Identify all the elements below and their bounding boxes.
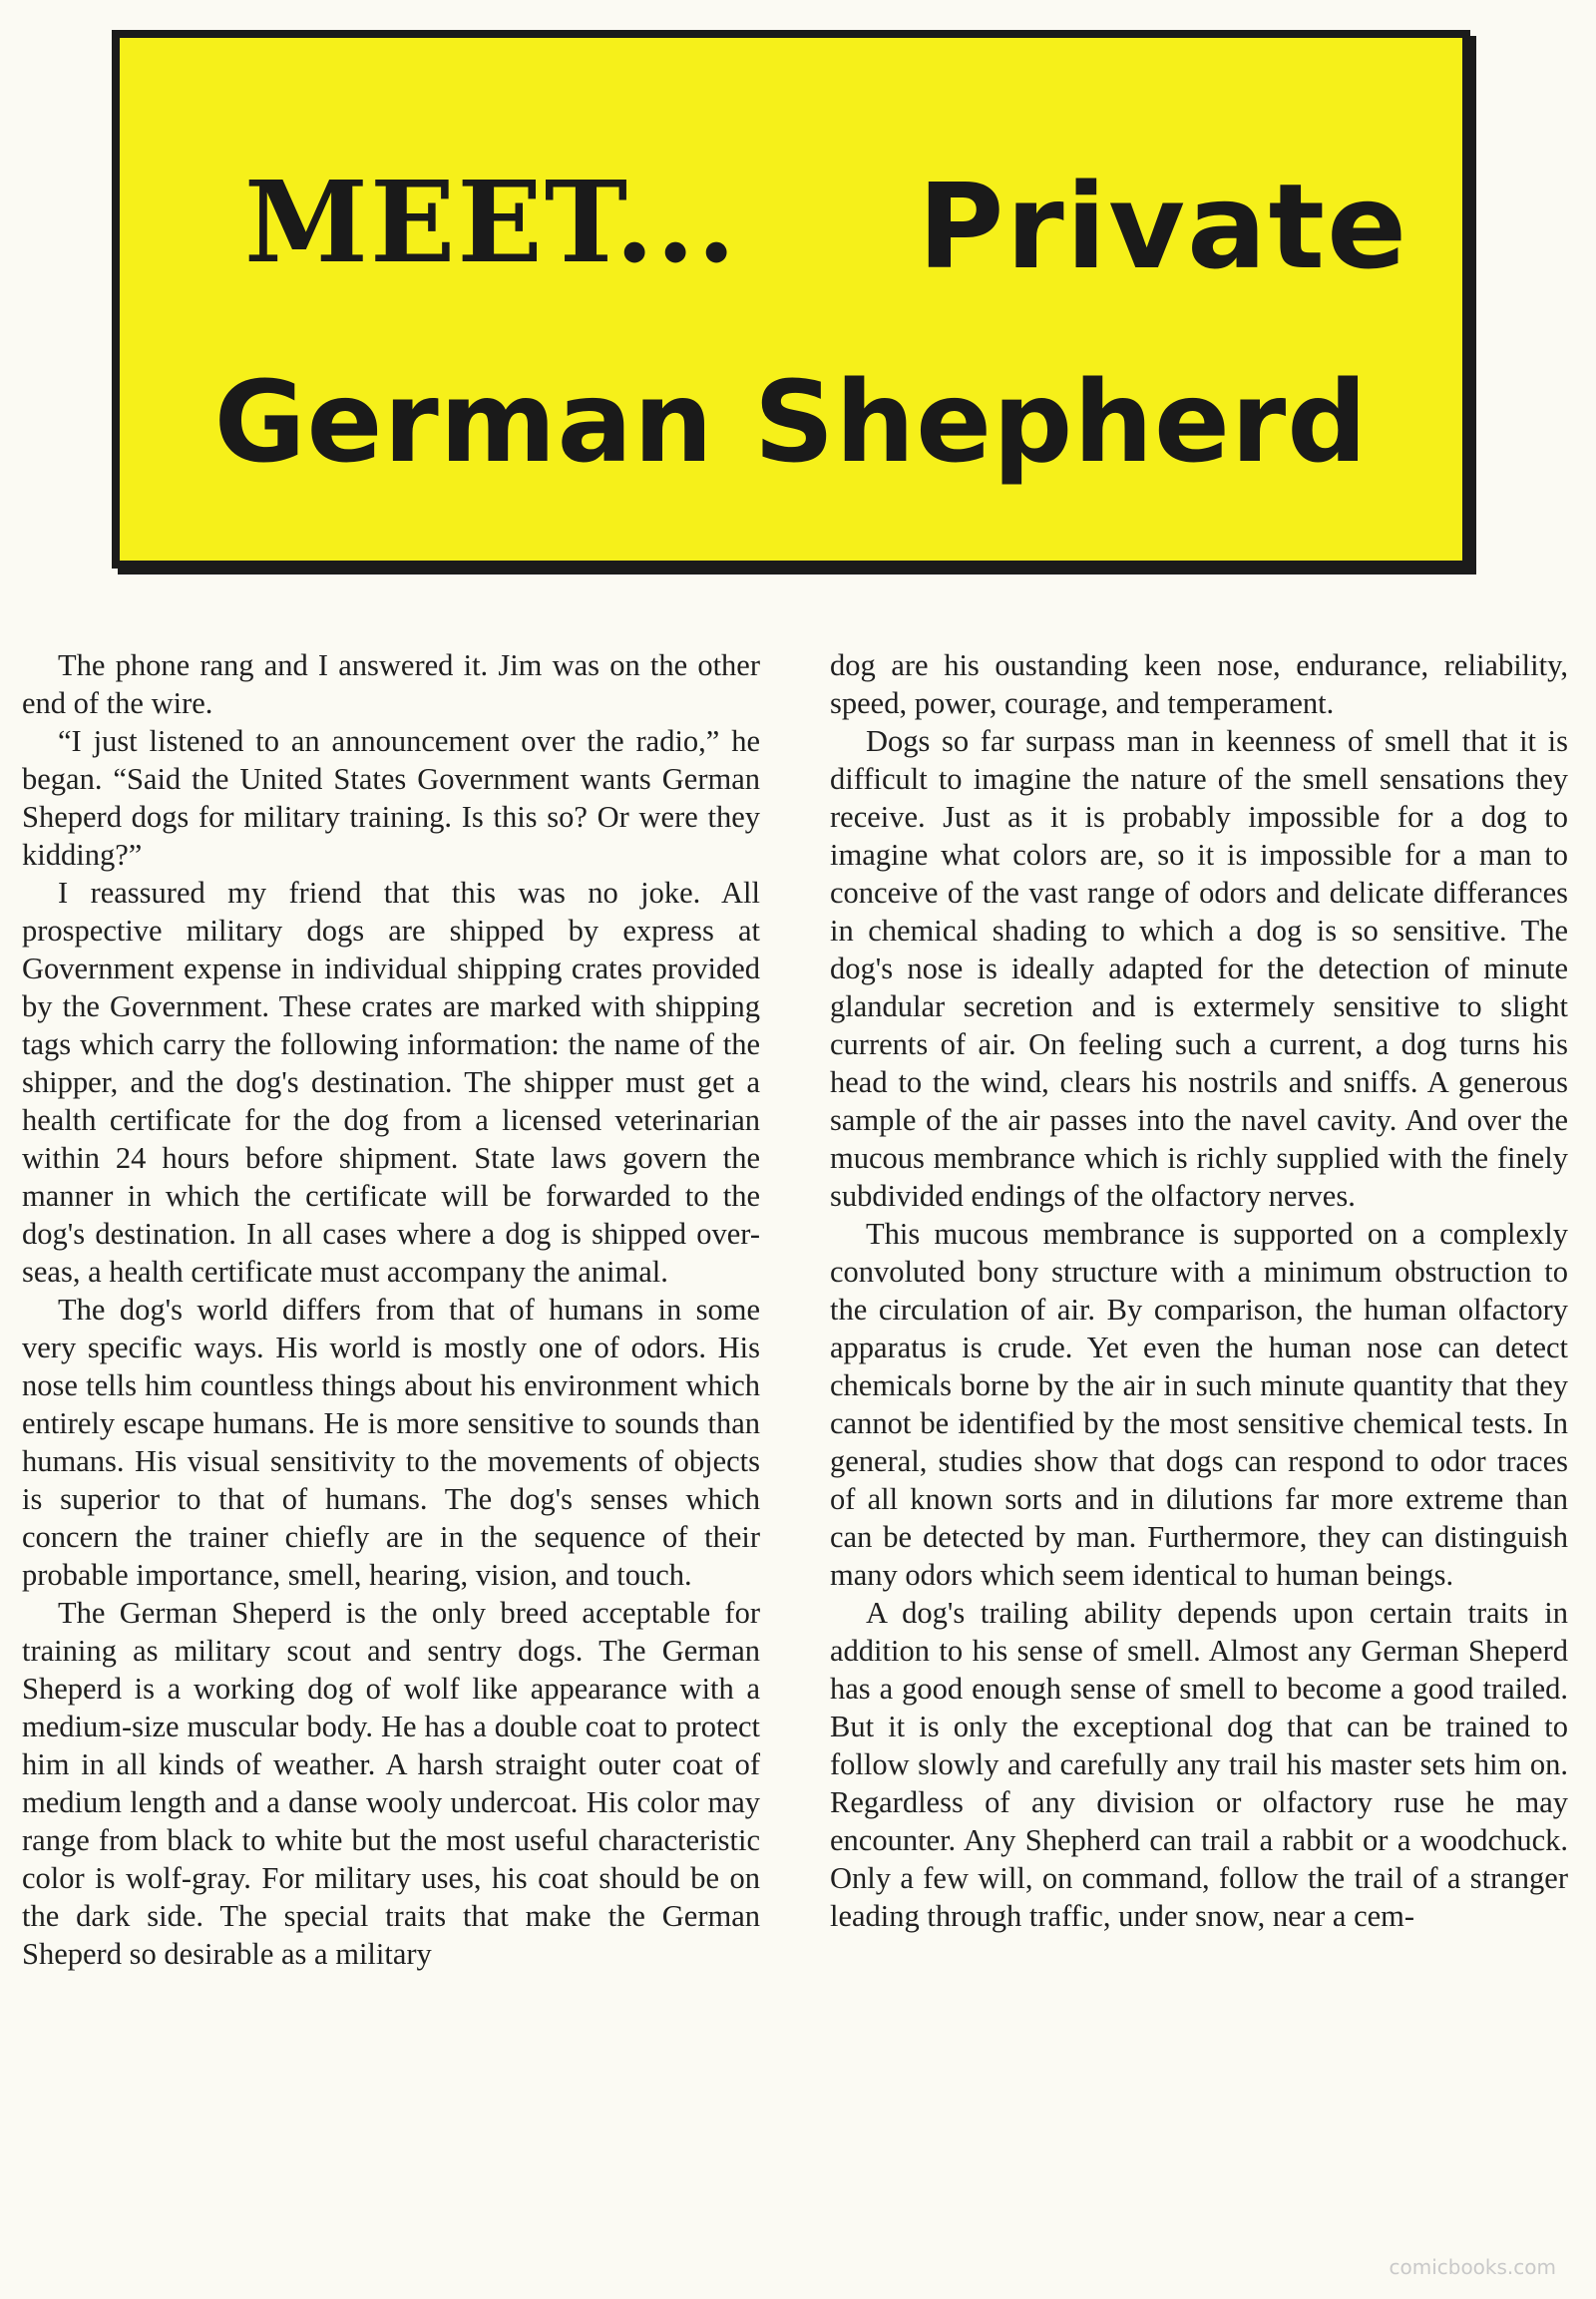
title-private: Private <box>918 158 1409 295</box>
article-paragraph: “I just listened to an announcement over the radio,” he began. “Said the United States Government wants German Sheperd dogs for military training. Is this so? Or were they kidding?” <box>22 724 760 872</box>
title-banner <box>112 30 1470 569</box>
article-paragraph: This mucous membrance is supported on a complexly convoluted bony structure with a minimum obstruction to the circulation of air. By comparison, the human olfactory apparatus is crude. Yet even the human nose can detect chemicals borne by the air in such minute quantity that they cannot be identified by the most sensitive chemical tests. In general, studies show that dogs can respond to odor traces of all known sorts and in dilutions far more extreme than can be detected by man. Furthermore, they can distinguish many odors which seem identical to human beings. <box>830 1217 1568 1592</box>
article-paragraph: Dogs so far surpass man in keenness of smell that it is difficult to imagine the nature of the smell sensations they receive. Just as it is probably impossible for a dog to imagine what colors are, so it is impossible for a man to conceive of the vast range of odors and delicate differances in chemical shading to which a dog is so sensitive. The dog's nose is ideally adapted for the detection of minute glandular secretion and is extermely sensitive to slight currents of air. On feeling such a current, a dog turns his head to the wind, clears his nostrils and sniffs. A generous sample of the air passes into the navel cavity. And over the mucous membrance which is richly supplied with the finely subdivided endings of the olfactory nerves. <box>830 724 1568 1213</box>
article-paragraph: The phone rang and I answered it. Jim was on the other end of the wire. <box>22 648 760 720</box>
article-paragraph: The German Sheperd is the only breed acceptable for training as military scout and sentry dogs. The German Sheperd is a working dog of wolf like appearance with a medium-size muscular body. He has a double coat to protect him in all kinds of weather. A harsh straight outer coat of medium length and a danse wooly undercoat. His color may range from black to white but the most useful characteristic color is wolf-gray. For military uses, his coat should be on the dark side. The special traits that make the German Sheperd so desirable as a military <box>22 1596 760 1971</box>
article-column-right <box>830 646 1568 1935</box>
article-paragraph: I reassured my friend that this was no joke. All prospective military dogs are shipped by express at Government expense in individual shipping crates provided by the Government. These crates are marked with shipping tags which carry the following information: the name of the shipper, and the dog's destination. The shipper must get a health certificate for the dog from a licensed veterinarian within 24 hours before shipment. State laws govern the manner in which the certificate will be forwarded to the dog's destination. In all cases where a dog is shipped over-seas, a health certificate must accompany the animal. <box>22 876 760 1289</box>
article-paragraph-continuation: dog are his oustanding keen nose, endurance, reliability, speed, power, courage, and temperament. <box>830 648 1568 720</box>
article-paragraph: The dog's world differs from that of humans in some very specific ways. His world is mostly one of odors. His nose tells him countless things about his environment which entirely escape humans. He is more sensitive to sounds than humans. His visual sensitivity to the movements of objects is superior to that of humans. The dog's senses which concern the trainer chiefly are in the sequence of their probable importance, smell, hearing, vision, and touch. <box>22 1293 760 1592</box>
title-meet: MEET... <box>244 158 738 288</box>
article-paragraph: A dog's trailing ability depends upon certain traits in addition to his sense of smell. Almost any German Sheperd has a good enough sense of smell to become a good trailed. But it is only the exceptional dog that can be trained to follow slowly and carefully any trail his master sets him on. Regardless of any division or olfactory ruse he may encounter. Any Shepherd can trail a rabbit or a woodchuck. Only a few will, on command, follow the trail of a stranger leading through traffic, under snow, near a cem- <box>830 1596 1568 1933</box>
title-german-shepherd: German Shepherd <box>213 358 1369 488</box>
article-column-left <box>22 646 760 1973</box>
watermark: comicbooks.com <box>1389 2255 1556 2279</box>
